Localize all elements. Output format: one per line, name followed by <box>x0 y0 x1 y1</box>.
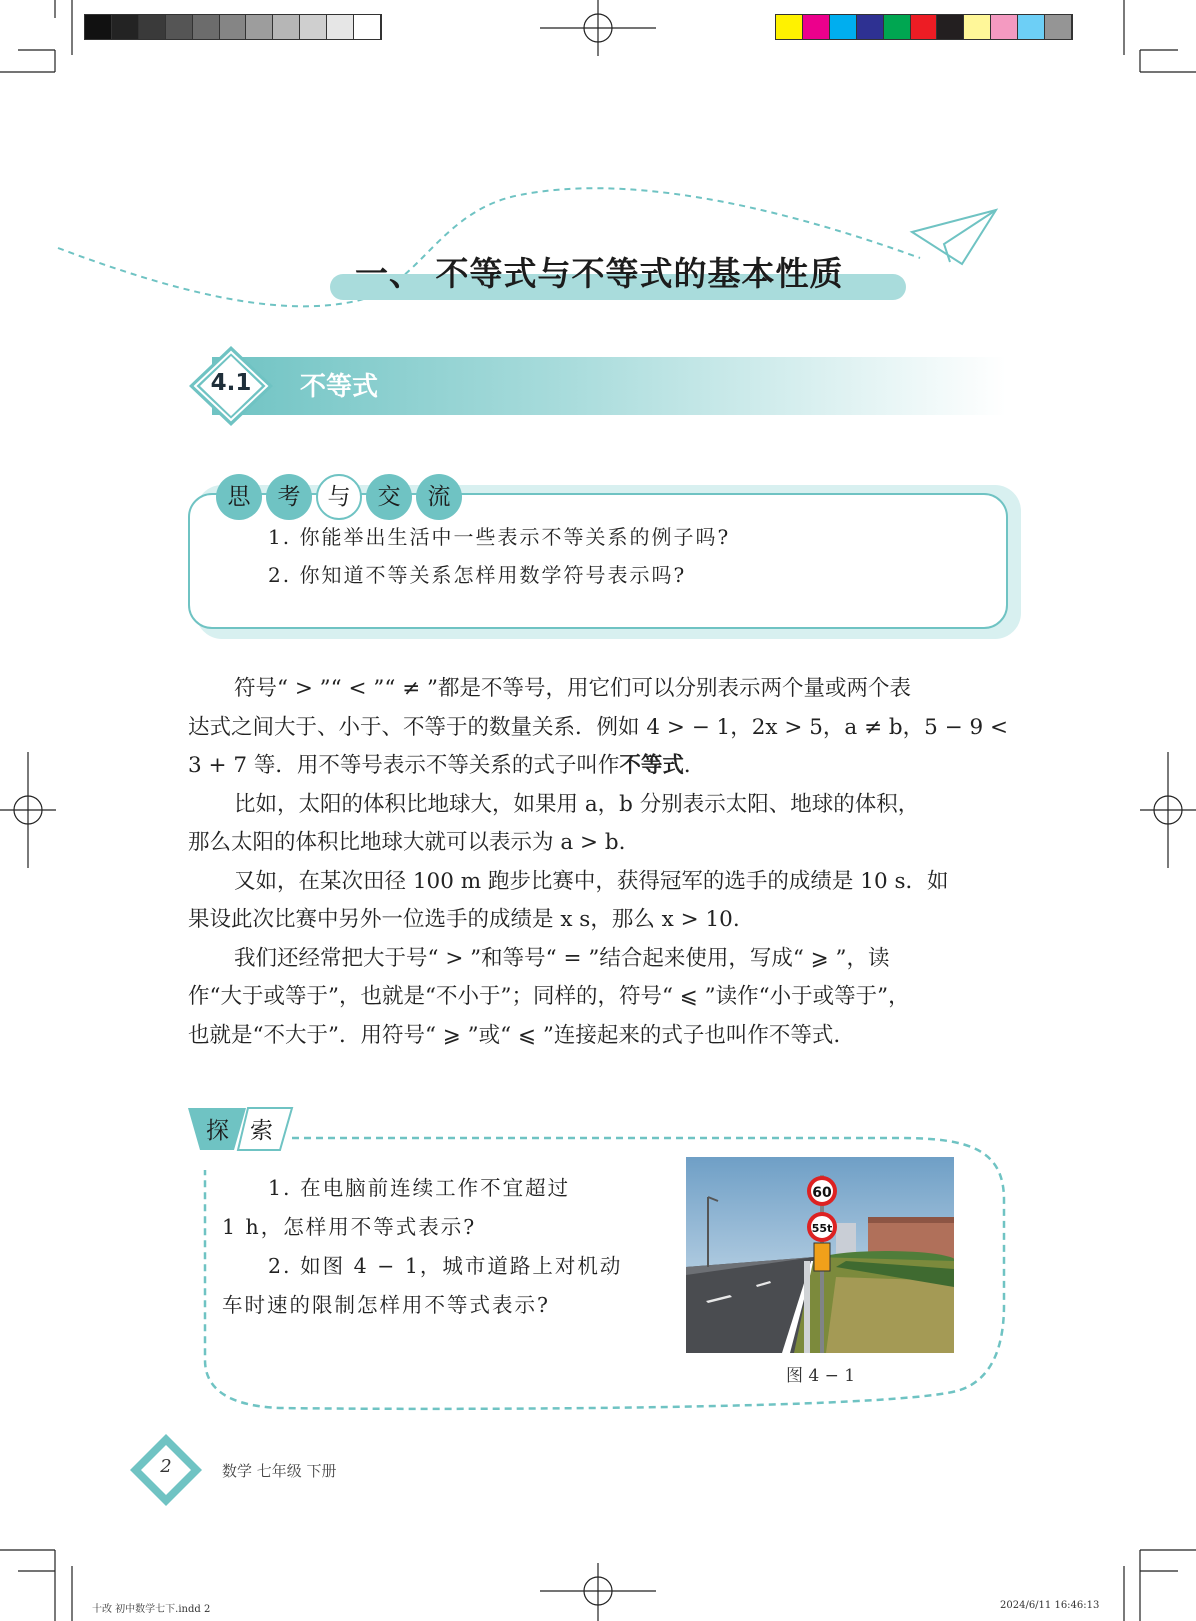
weight-limit-label: 55t <box>811 1222 833 1235</box>
section-number: 4.1 <box>210 370 252 396</box>
explore-question-2-cont: 车时速的限制怎样用不等式表示? <box>222 1293 550 1317</box>
think-tag-char: 考 <box>266 474 312 520</box>
paper-plane-icon <box>912 210 996 264</box>
body-line: 又如，在某次田径 100 m 跑步比赛中，获得冠军的选手的成绩是 10 s．如 <box>234 868 949 894</box>
think-tag-char: 与 <box>316 474 362 520</box>
explore-question-1-cont: 1 h，怎样用不等式表示? <box>222 1215 477 1239</box>
slug-filename: 十改 初中数学七下.indd 2 <box>92 1604 211 1615</box>
slug-timestamp: 2024/6/11 16:46:13 <box>1000 1600 1100 1611</box>
body-line: 3 + 7 等．用不等号表示不等关系的式子叫作不等式． <box>188 753 706 778</box>
body-line: 我们还经常把大于号“ > ”和等号“ = ”结合起来使用，写成“ ⩾ ”，读 <box>234 945 890 971</box>
road-speed-limit-photo <box>686 1157 954 1353</box>
think-tag-char: 思 <box>216 474 262 520</box>
think-question-1: 1. 你能举出生活中一些表示不等关系的例子吗? <box>268 525 731 549</box>
think-tag-char: 流 <box>416 474 462 520</box>
body-line: 达式之间大于、小于、不等于的数量关系．例如 4 > − 1，2x > 5，a ≠ b，5 − 9 < <box>188 714 1009 740</box>
explore-tag-char: 索 <box>250 1118 273 1144</box>
body-line: 那么太阳的体积比地球大就可以表示为 a > b. <box>188 830 626 855</box>
speed-limit-max-label: 60 <box>812 1185 832 1201</box>
body-line: 果设此次比赛中另外一位选手的成绩是 x s，那么 x > 10. <box>188 907 740 932</box>
think-question-2: 2. 你知道不等关系怎样用数学符号表示吗? <box>268 563 687 587</box>
chapter-title: 一、 不等式与不等式的基本性质 <box>355 254 844 293</box>
body-text <box>188 670 1010 1055</box>
section-title: 不等式 <box>300 372 379 402</box>
explore-question-1: 1. 在电脑前连续工作不宜超过 <box>268 1176 571 1200</box>
body-line: 符号“ > ”“ < ”“ ≠ ”都是不等号，用它们可以分别表示两个量或两个表 <box>234 676 912 701</box>
page-number: 2 <box>160 1456 172 1477</box>
body-line: 也就是“不大于”．用符号“ ⩾ ”或“ ⩽ ”连接起来的式子也叫作不等式. <box>188 1022 841 1048</box>
think-tag-char: 交 <box>366 474 412 520</box>
body-line: 作“大于或等于”，也就是“不小于”；同样的，符号“ ⩽ ”读作“小于或等于”， <box>188 984 910 1009</box>
book-title: 数学 七年级 下册 <box>222 1462 337 1480</box>
body-line: 比如，太阳的体积比地球大，如果用 a，b 分别表示太阳、地球的体积， <box>234 791 920 817</box>
figure-caption: 图 4 − 1 <box>786 1366 856 1386</box>
term-inequality: 不等式 <box>619 753 684 778</box>
explore-question-2: 2. 如图 4 − 1，城市道路上对机动 <box>268 1254 623 1278</box>
think-and-discuss-box <box>188 493 1008 629</box>
explore-tag-char: 探 <box>206 1118 229 1144</box>
explore-tag-shape <box>186 1106 296 1152</box>
